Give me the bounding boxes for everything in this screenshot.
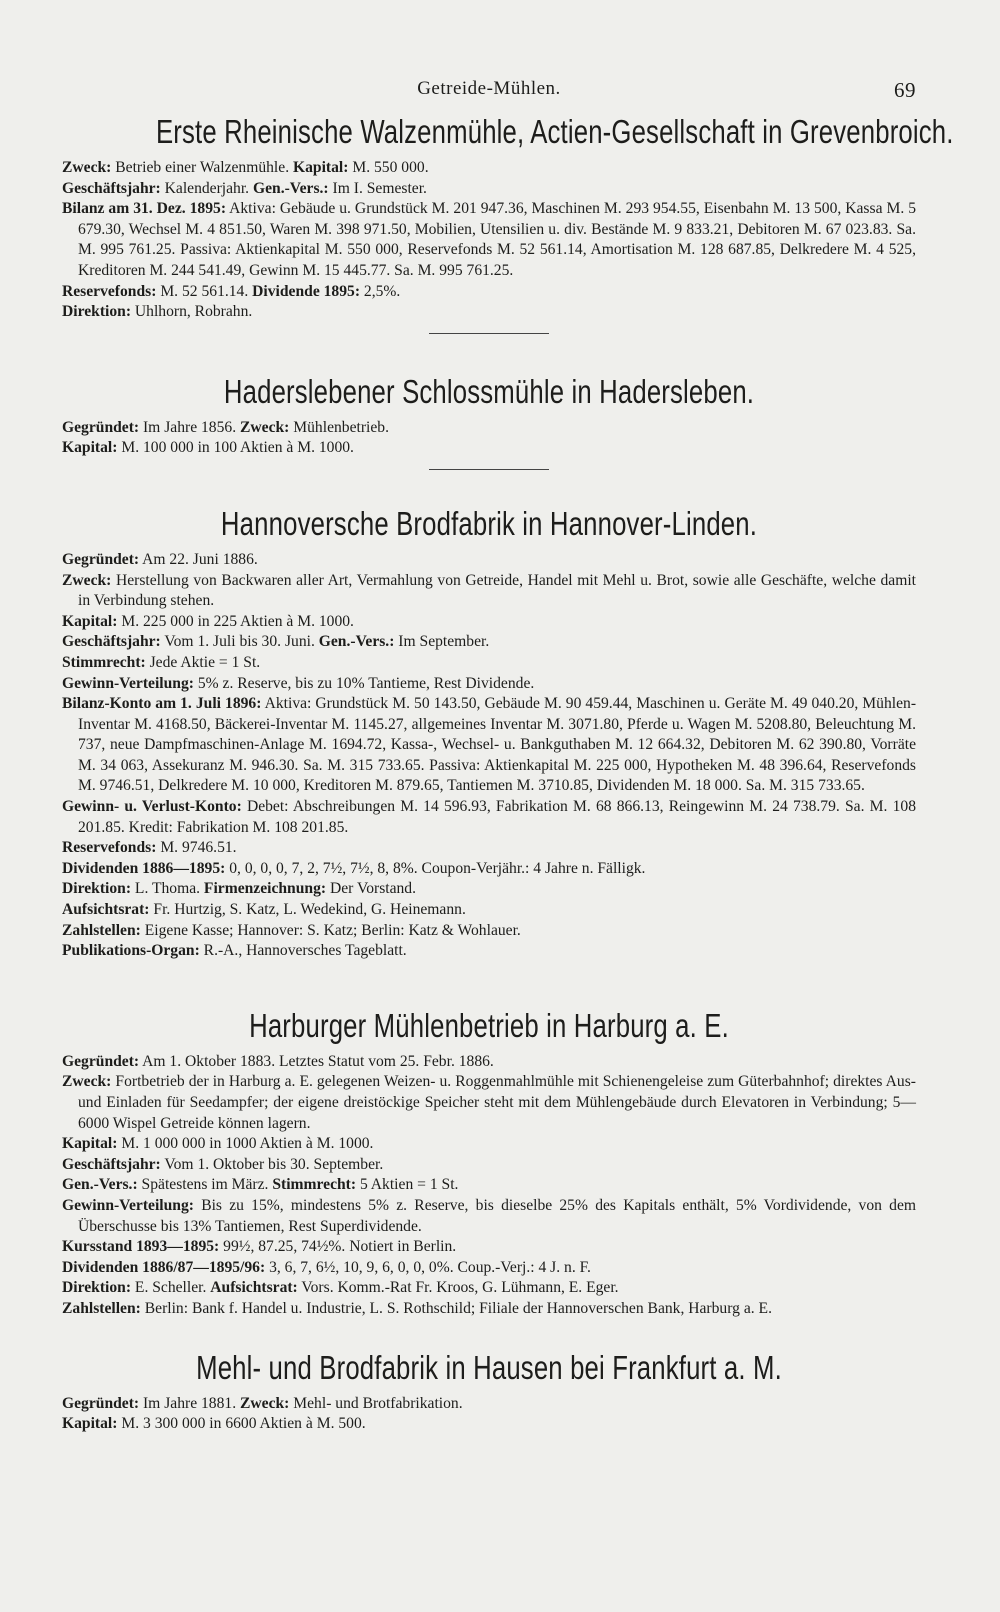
entry-text: 3, 6, 7, 6½, 10, 9, 6, 0, 0, 0%. Coup.-Verj.: 4 J. n. F.	[265, 1258, 591, 1276]
entry-label: Gen.-Vers.:	[318, 633, 395, 651]
entry-label: Stimmrecht:	[272, 1176, 357, 1194]
entry-line	[62, 1258, 916, 1279]
entry-line	[62, 921, 916, 942]
entry-label: Reservefonds:	[62, 282, 157, 300]
entry-label: Direktion:	[62, 303, 132, 321]
entry-line	[62, 653, 916, 674]
entry-label: Direktion:	[62, 1279, 132, 1297]
entry-label: Geschäftsjahr:	[62, 633, 161, 651]
entry-text: Im Jahre 1881.	[139, 1394, 240, 1412]
entry-text: Berlin: Bank f. Handel u. Industrie, L. S. Rothschild; Filiale der Hannoverschen Bank, Harburg a. E.	[140, 1299, 772, 1317]
entry-text: Aktiva: Gebäude u. Grundstück M. 201 947.36, Maschinen M. 293 954.55, Eisenbahn M. 13 500, Kassa M. 5 679.30, Wechsel M. 4 851.50, Waren M. 398 971.50, Mobilien, Utensilien u. div. Bestände M. 9 833.21, Debitoren M. 67 023.83. Sa. M. 995 761.25. Passiva: Aktienkapital M. 550 000, Reservefonds M. 52 561.14, Amortisation M. 128 687.85, Delkredere M. 4 525, Kreditoren M. 244 541.49, Gewinn M. 15 445.77. Sa. M. 995 761.25.	[78, 200, 916, 279]
entry-label: Firmenzeichnung:	[203, 880, 327, 898]
entry-label: Bilanz-Konto am 1. Juli 1896:	[62, 695, 262, 713]
entry-text: M. 9746.51.	[156, 839, 237, 857]
company-section	[62, 1348, 916, 1435]
entry-line	[62, 199, 916, 281]
entry-text: R.-A., Hannoversches Tageblatt.	[199, 942, 407, 960]
entry-label: Publikations-Organ:	[62, 942, 200, 960]
entry-line	[62, 1414, 916, 1435]
entry-label: Gegründet:	[62, 418, 140, 436]
entry-text: Jede Aktie = 1 St.	[145, 653, 261, 671]
entry-label: Zahlstellen:	[62, 921, 141, 939]
entry-line	[62, 1299, 916, 1320]
entry-line	[62, 418, 916, 439]
entry-line	[62, 900, 916, 921]
entry-label: Geschäftsjahr:	[62, 179, 161, 197]
entry-text: E. Scheller.	[131, 1279, 211, 1297]
entry-line	[62, 282, 916, 303]
entry-label: Gewinn-Verteilung:	[62, 1196, 194, 1214]
entry-text: L. Thoma.	[131, 880, 204, 898]
entry-line	[62, 1237, 916, 1258]
company-section	[62, 504, 916, 962]
entry-text: Herstellung von Backwaren aller Art, Vermahlung von Getreide, Handel mit Mehl u. Brot, sowie alle Geschäfte, welche damit in Verbindung stehen.	[78, 571, 916, 610]
entry-label: Stimmrecht:	[62, 653, 146, 671]
entry-label: Gen.-Vers.:	[252, 179, 329, 197]
entry-text: Uhlhorn, Robrahn.	[131, 303, 253, 321]
entry-label: Aufsichtsrat:	[210, 1279, 298, 1297]
running-title: Getreide-Mühlen.	[417, 78, 561, 99]
entry-text: Der Vorstand.	[326, 880, 417, 898]
entry-line	[62, 1134, 916, 1155]
entry-label: Bilanz am 31. Dez. 1895:	[62, 200, 227, 218]
entry-label: Kapital:	[62, 1415, 118, 1433]
entry-text: Im Jahre 1856.	[139, 418, 240, 436]
entry-label: Dividenden 1886—1895:	[62, 859, 226, 877]
entry-label: Dividende 1895:	[252, 282, 361, 300]
entry-text: Im September.	[394, 633, 490, 651]
entry-text: M. 100 000 in 100 Aktien à M. 1000.	[117, 439, 354, 457]
entry-label: Geschäftsjahr:	[62, 1155, 161, 1173]
entry-text: Betrieb einer Walzenmühle.	[111, 159, 293, 176]
entry-text: 99½, 87.25, 74½%. Notiert in Berlin.	[219, 1238, 457, 1256]
entry-line	[62, 302, 916, 323]
entry-line	[62, 1052, 916, 1073]
entry-text: Fortbetrieb der in Harburg a. E. gelegenen Weizen- u. Roggenmahlmühle mit Schienengeleise zum Güterbahnhof; direktes Aus- und Einladen für Seedampfer; der eigene dreistöckige Speicher steht mit dem Mühlengebäude durch Elevatoren in Verbindung; 5—6000 Wispel Getreide können lagern.	[78, 1073, 916, 1132]
entry-text: M. 3 300 000 in 6600 Aktien à M. 500.	[117, 1415, 366, 1433]
entry-text: Aktiva: Grundstück M. 50 143.50, Gebäude M. 90 459.44, Maschinen u. Geräte M. 49 040.20, Mühlen-Inventar M. 4168.50, Bäckerei-Inventar M. 1145.27, allgemeines Inventar M. 3071.80, Pferde u. Wagen M. 5208.80, Beleuchtung M. 737, neue Dampfmaschinen-Anlage M. 1694.72, Kassa-, Wechsel- u. Bankguthaben M. 12 664.32, Debitoren M. 62 390.80, Vorräte M. 34 063, Assekuranz M. 946.30. Sa. M. 315 733.65. Passiva: Aktienkapital M. 225 000, Hypotheken M. 48 396.64, Reservefonds M. 9746.51, Delkredere M. 10 000, Kreditoren M. 879.65, Tantiemen M. 3710.85, Dividenden M. 18 000. Sa. M. 315 733.65.	[78, 695, 917, 795]
entry-label: Gegründet:	[62, 1394, 140, 1412]
company-title: Erste Rheinische Walzenmühle, Actien-Gesellschaft in Grevenbroich.	[155, 113, 954, 150]
entry-line	[62, 838, 916, 859]
entry-line	[62, 879, 916, 900]
entry-line	[62, 1196, 916, 1237]
entry-label: Zweck:	[240, 1394, 290, 1412]
entry-line	[62, 859, 916, 880]
entry-text: Eigene Kasse; Hannover: S. Katz; Berlin: Katz & Wohlauer.	[140, 921, 521, 939]
section-divider	[429, 469, 549, 470]
entry-label: Kapital:	[62, 612, 118, 630]
entry-line	[62, 632, 916, 653]
company-title: Harburger Mühlenbetrieb in Harburg a. E.	[249, 1006, 729, 1044]
entry-text: M. 550 000.	[348, 159, 429, 176]
entry-label: Kursstand 1893—1895:	[62, 1238, 220, 1256]
section-divider	[429, 333, 549, 334]
entry-text: Kalenderjahr.	[160, 179, 253, 197]
entry-label: Gewinn- u. Verlust-Konto:	[62, 798, 242, 816]
entry-line	[62, 694, 916, 797]
entry-line	[62, 438, 916, 459]
entry-label: Zweck:	[62, 1073, 112, 1091]
entry-line	[62, 612, 916, 633]
entry-text: Im I. Semester.	[328, 179, 427, 197]
entry-line	[62, 941, 916, 962]
company-section	[62, 112, 954, 334]
entry-label: Zahlstellen:	[62, 1299, 141, 1317]
entry-text: Fr. Hurtzig, S. Katz, L. Wedekind, G. Heinemann.	[149, 901, 466, 919]
entry-text: 2,5%.	[360, 282, 401, 300]
entry-line	[62, 674, 916, 695]
entry-label: Zweck:	[240, 418, 290, 436]
entry-text: Bis zu 15%, mindestens 5% z. Reserve, bis dieselbe 25% des Kapitals enthält, 5% Vordividende, von dem Überschusse bis 13% Tantiemen, Rest Superdividende.	[78, 1196, 916, 1235]
entry-line	[62, 571, 916, 612]
entry-line	[62, 1278, 916, 1299]
entry-text: 0, 0, 0, 0, 7, 2, 7½, 7½, 8, 8%. Coupon-Verjähr.: 4 Jahre n. Fälligk.	[225, 859, 646, 877]
entry-text: 5% z. Reserve, bis zu 10% Tantieme, Rest Dividende.	[193, 674, 535, 692]
entry-text: M. 52 561.14.	[156, 282, 253, 300]
running-header	[62, 78, 916, 108]
company-list	[62, 112, 954, 1435]
entry-label: Kapital:	[293, 159, 349, 176]
entry-label: Zweck:	[62, 159, 112, 176]
entry-line	[62, 550, 916, 571]
entry-label: Dividenden 1886/87—1895/96:	[62, 1258, 266, 1276]
entry-text: Am 22. Juni 1886.	[139, 550, 258, 568]
entry-text: 5 Aktien = 1 St.	[356, 1176, 459, 1194]
entry-label: Direktion:	[62, 880, 132, 898]
entry-text: Vom 1. Juli bis 30. Juni.	[160, 633, 319, 651]
entry-text: M. 1 000 000 in 1000 Aktien à M. 1000.	[117, 1135, 374, 1153]
company-section	[62, 372, 916, 470]
company-section	[62, 1006, 916, 1320]
entry-label: Gen.-Vers.:	[62, 1176, 138, 1194]
entry-label: Gegründet:	[62, 1052, 140, 1070]
entry-line	[62, 158, 916, 179]
entry-line	[62, 1072, 916, 1134]
entry-line	[62, 797, 916, 838]
page-number: 69	[894, 78, 916, 102]
entry-label: Zweck:	[62, 571, 112, 589]
entry-text: Debet: Abschreibungen M. 14 596.93, Fabrikation M. 68 866.13, Reingewinn M. 24 738.79. Sa. M. 108 201.85. Kredit: Fabrikation M. 108 201.85.	[78, 798, 916, 836]
entry-line	[62, 1394, 916, 1415]
entry-label: Kapital:	[62, 1135, 118, 1153]
entry-label: Reservefonds:	[62, 839, 157, 857]
entry-label: Kapital:	[62, 439, 118, 457]
entry-line	[62, 1175, 916, 1196]
entry-label: Aufsichtsrat:	[62, 901, 150, 919]
entry-line	[62, 1155, 916, 1176]
entry-text: Mühlenbetrieb.	[289, 418, 389, 436]
entry-text: Spätestens im März.	[137, 1176, 273, 1194]
entry-line	[62, 179, 916, 200]
entry-text: M. 225 000 in 225 Aktien à M. 1000.	[117, 612, 354, 630]
company-title: Mehl- und Brodfabrik in Hausen bei Frankfurt a. M.	[196, 1348, 782, 1386]
company-title: Hannoversche Brodfabrik in Hannover-Linden.	[220, 504, 758, 542]
entry-text: Vom 1. Oktober bis 30. September.	[160, 1155, 384, 1173]
entry-label: Gewinn-Verteilung:	[62, 674, 194, 692]
entry-label: Gegründet:	[62, 550, 140, 568]
entry-text: Vors. Komm.-Rat Fr. Kroos, G. Lühmann, E. Eger.	[297, 1279, 619, 1297]
entry-text: Mehl- und Brotfabrikation.	[289, 1394, 463, 1412]
company-title: Haderslebener Schlossmühle in Hadersleben.	[223, 372, 755, 410]
entry-text: Am 1. Oktober 1883. Letztes Statut vom 25. Febr. 1886.	[139, 1052, 494, 1070]
